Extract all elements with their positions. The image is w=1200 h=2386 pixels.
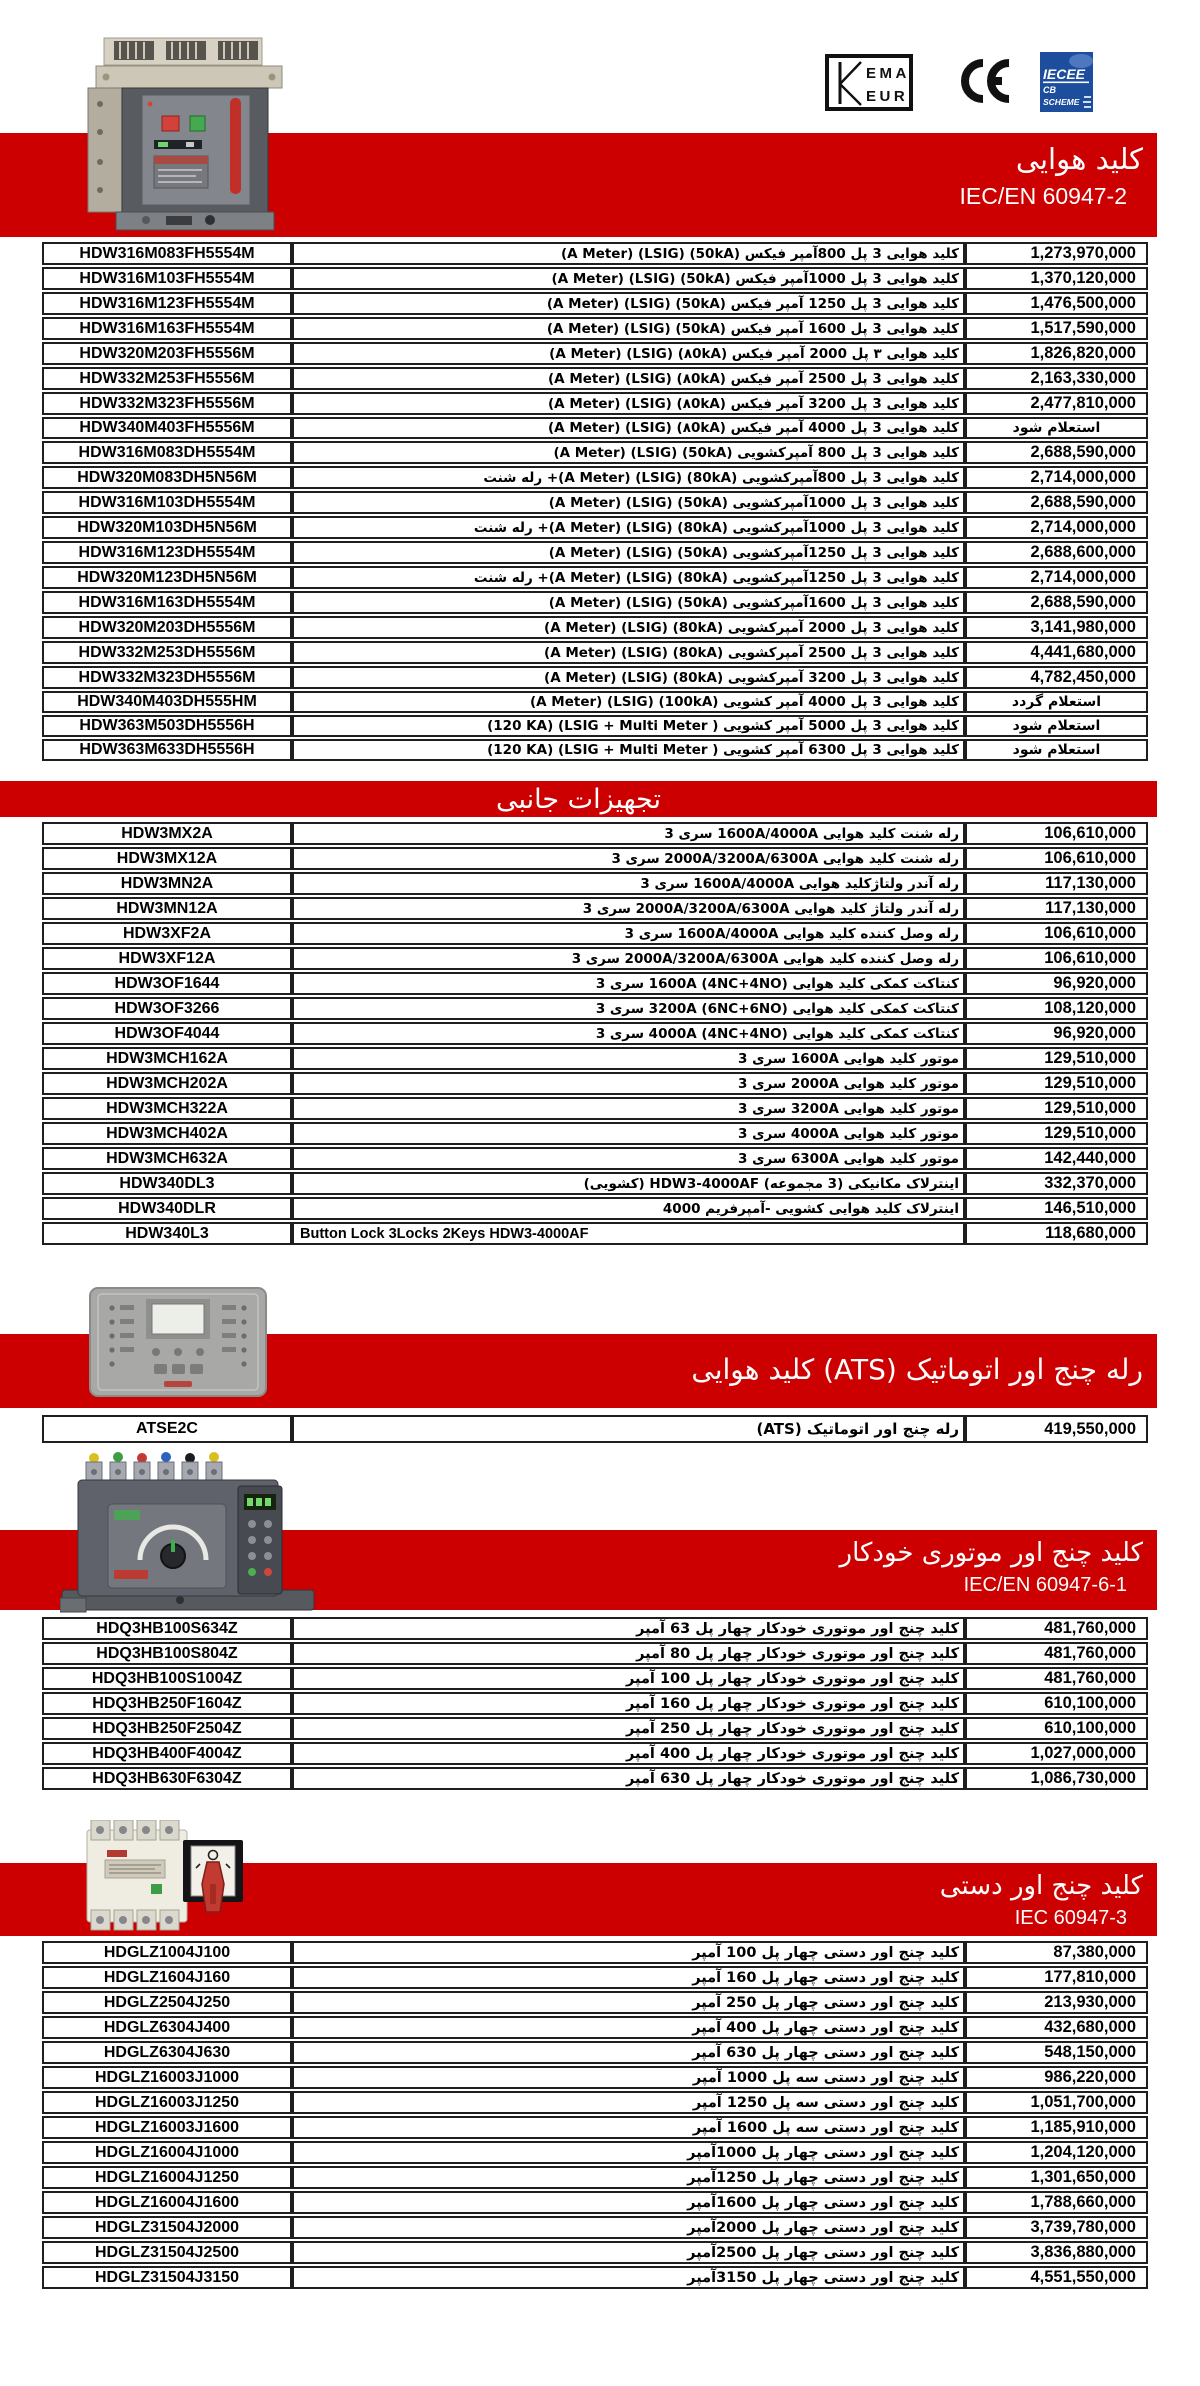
price-cell: 2,714,000,000: [965, 566, 1148, 589]
price-cell: 129,510,000: [965, 1122, 1148, 1145]
section-title-acb: کلید هوایی: [1015, 142, 1143, 176]
model-cell: HDGLZ31504J2500: [42, 2241, 292, 2264]
price-table-ats: [42, 1413, 1148, 1445]
description-cell: کلید چنج اور دستی چهار پل 250 آمپر: [292, 1991, 965, 2014]
model-cell: HDW316M123DH5554M: [42, 541, 292, 564]
description-cell: کلید چنج اور دستی چهار پل 1250آمپر: [292, 2166, 965, 2189]
description-cell: کلید هوایی 3 پل 1600 آمپر فیکس (50kA) (LSIG) (A Meter): [292, 317, 965, 340]
model-cell: HDGLZ16004J1250: [42, 2166, 292, 2189]
price-cell: 332,370,000: [965, 1172, 1148, 1195]
price-cell: 4,441,680,000: [965, 641, 1148, 664]
model-cell: HDW3MN12A: [42, 897, 292, 920]
table-row: [42, 922, 1148, 945]
table-row: [42, 2241, 1148, 2264]
price-cell: 3,141,980,000: [965, 616, 1148, 639]
description-cell: کلید هوایی 3 پل 800 آمپرکشویی (50kA) (LSIG) (A Meter): [292, 441, 965, 464]
description-cell: اینترلاک کلید هوایی کشویی -آمپرفریم 4000: [292, 1197, 965, 1220]
description-cell: کلید هوایی 3 پل 6300 آمپر کشویی ( LSIG + Multi Meter) (120 KA): [292, 739, 965, 761]
description-cell: کلید هوایی 3 پل 800آمپرکشویی (80kA) (LSIG) (A Meter)+ رله شنت: [292, 466, 965, 489]
table-row: [42, 1966, 1148, 1989]
model-cell: HDW320M203DH5556M: [42, 616, 292, 639]
model-cell: HDW3OF3266: [42, 997, 292, 1020]
model-cell: HDGLZ1604J160: [42, 1966, 292, 1989]
table-row: [42, 541, 1148, 564]
table-row: [42, 1047, 1148, 1070]
price-cell: 1,476,500,000: [965, 292, 1148, 315]
price-cell: 87,380,000: [965, 1941, 1148, 1964]
description-cell: کلید چنج اور دستی چهار پل 630 آمپر: [292, 2041, 965, 2064]
model-cell: HDW340DLR: [42, 1197, 292, 1220]
description-cell: موتور کلید هوایی 4000A سری 3: [292, 1122, 965, 1145]
price-cell: 481,760,000: [965, 1617, 1148, 1640]
model-cell: HDW3MX2A: [42, 822, 292, 845]
price-cell: 610,100,000: [965, 1692, 1148, 1715]
description-cell: کلید هوایی 3 پل 1600آمپرکشویی (50kA) (LSIG) (A Meter): [292, 591, 965, 614]
table-row: [42, 441, 1148, 464]
table-row: [42, 739, 1148, 761]
price-cell: 986,220,000: [965, 2066, 1148, 2089]
price-table-motorized: [42, 1615, 1148, 1792]
description-cell: رله چنج اور اتوماتیک (ATS): [292, 1415, 965, 1443]
section-title-ats: رله چنج اور اتوماتیک (ATS) کلید هوایی: [691, 1353, 1143, 1386]
table-row: [42, 897, 1148, 920]
description-cell: کلید چنج اور موتوری خودکار چهار پل 160 آمپر: [292, 1692, 965, 1715]
table-row: [42, 1692, 1148, 1715]
model-cell: HDW340DL3: [42, 1172, 292, 1195]
model-cell: HDW3MCH202A: [42, 1072, 292, 1095]
description-cell: کلید چنج اور موتوری خودکار چهار پل 630 آمپر: [292, 1767, 965, 1790]
price-cell: 1,370,120,000: [965, 267, 1148, 290]
price-cell: 129,510,000: [965, 1047, 1148, 1070]
description-cell: رله شنت کلید هوایی 2000A/3200A/6300A سری 3: [292, 847, 965, 870]
table-row: [42, 2166, 1148, 2189]
model-cell: HDW332M323DH5556M: [42, 666, 292, 689]
table-row: [42, 1147, 1148, 1170]
price-cell: 2,688,590,000: [965, 591, 1148, 614]
model-cell: HDW3MCH402A: [42, 1122, 292, 1145]
table-row: [42, 1222, 1148, 1245]
model-cell: HDQ3HB100S804Z: [42, 1642, 292, 1665]
description-cell: کلید هوایی 3 پل 5000 آمپر کشویی ( LSIG + Multi Meter) (120 KA): [292, 715, 965, 737]
model-cell: HDGLZ6304J400: [42, 2016, 292, 2039]
price-cell: 96,920,000: [965, 972, 1148, 995]
table-row: [42, 516, 1148, 539]
model-cell: HDW3MCH322A: [42, 1097, 292, 1120]
price-cell: 108,120,000: [965, 997, 1148, 1020]
price-cell: 2,688,590,000: [965, 491, 1148, 514]
description-cell: کلید هوایی 3 پل 1250آمپرکشویی (80kA) (LSIG) (A Meter)+ رله شنت: [292, 566, 965, 589]
price-cell: 146,510,000: [965, 1197, 1148, 1220]
description-cell: رله آندر ولتاژ کلید هوایی 2000A/3200A/6300A سری 3: [292, 897, 965, 920]
table-row: [42, 2191, 1148, 2214]
price-cell: استعلام شود: [965, 739, 1148, 761]
description-cell: کلید هوایی 3 پل 4000 آمپر فیکس (۸0kA) (LSIG) (A Meter): [292, 417, 965, 439]
table-row: [42, 1667, 1148, 1690]
description-cell: کلید هوایی 3 پل 2500 آمپرکشویی (80kA) (LSIG) (A Meter): [292, 641, 965, 664]
model-cell: HDGLZ16003J1250: [42, 2091, 292, 2114]
kema-keur-logo: [825, 54, 913, 111]
model-cell: HDQ3HB100S1004Z: [42, 1667, 292, 1690]
table-row: [42, 1767, 1148, 1790]
model-cell: HDW320M103DH5N56M: [42, 516, 292, 539]
section-subtitle-motorized: IEC/EN 60947-6-1: [963, 1573, 1127, 1596]
description-cell: رله وصل کننده کلید هوایی 1600A/4000A سری 3: [292, 922, 965, 945]
section-title-motorized: کلید چنج اور موتوری خودکار: [839, 1538, 1143, 1568]
description-cell: کلید چنج اور دستی سه پل 1250 آمپر: [292, 2091, 965, 2114]
price-cell: 1,826,820,000: [965, 342, 1148, 365]
motorized-changeover-photo: [60, 1450, 335, 1615]
price-cell: 1,301,650,000: [965, 2166, 1148, 2189]
description-cell: رله شنت کلید هوایی 1600A/4000A سری 3: [292, 822, 965, 845]
model-cell: HDGLZ6304J630: [42, 2041, 292, 2064]
table-row: [42, 997, 1148, 1020]
description-cell: کلید چنج اور دستی چهار پل 100 آمپر: [292, 1941, 965, 1964]
model-cell: HDW332M253FH5556M: [42, 367, 292, 390]
description-cell: کلید هوایی 3 پل 1250 آمپر فیکس (50kA) (LSIG) (A Meter): [292, 292, 965, 315]
model-cell: HDQ3HB630F6304Z: [42, 1767, 292, 1790]
section-title-accessories: تجهیزات جانبی: [495, 784, 662, 815]
table-row: [42, 1197, 1148, 1220]
description-cell: موتور کلید هوایی 3200A سری 3: [292, 1097, 965, 1120]
description-cell: کلید چنج اور موتوری خودکار چهار پل 80 آمپر: [292, 1642, 965, 1665]
table-row: [42, 2041, 1148, 2064]
price-cell: 106,610,000: [965, 922, 1148, 945]
manual-changeover-photo: [85, 1820, 247, 1932]
table-row: [42, 1941, 1148, 1964]
section-subtitle-acb: IEC/EN 60947-2: [959, 183, 1127, 210]
model-cell: HDW316M163FH5554M: [42, 317, 292, 340]
model-cell: HDW3XF12A: [42, 947, 292, 970]
model-cell: HDW3XF2A: [42, 922, 292, 945]
description-cell: کلید هوایی 3 پل 1250آمپرکشویی (50kA) (LSIG) (A Meter): [292, 541, 965, 564]
price-cell: 481,760,000: [965, 1667, 1148, 1690]
model-cell: HDW363M633DH5556H: [42, 739, 292, 761]
description-cell: کلید چنج اور دستی چهار پل 2000آمپر: [292, 2216, 965, 2239]
description-cell: کلید هوایی 3 پل 3200 آمپر فیکس (۸0kA) (LSIG) (A Meter): [292, 392, 965, 415]
price-cell: استعلام شود: [965, 715, 1148, 737]
description-cell: رله آندر ولتاژکلید هوایی 1600A/4000A سری 3: [292, 872, 965, 895]
model-cell: HDW320M123DH5N56M: [42, 566, 292, 589]
table-row: [42, 2141, 1148, 2164]
model-cell: HDQ3HB250F2504Z: [42, 1717, 292, 1740]
description-cell: کلید چنج اور موتوری خودکار چهار پل 250 آمپر: [292, 1717, 965, 1740]
price-cell: 1,051,700,000: [965, 2091, 1148, 2114]
description-cell: کلید هوایی 3 پل 3200 آمپرکشویی (80kA) (LSIG) (A Meter): [292, 666, 965, 689]
table-row: [42, 1172, 1148, 1195]
table-row: [42, 267, 1148, 290]
table-row: [42, 466, 1148, 489]
model-cell: HDW320M203FH5556M: [42, 342, 292, 365]
table-row: [42, 972, 1148, 995]
price-cell: 177,810,000: [965, 1966, 1148, 1989]
ats-controller-photo: [88, 1286, 268, 1398]
table-row: [42, 1617, 1148, 1640]
price-cell: 129,510,000: [965, 1097, 1148, 1120]
table-row: [42, 691, 1148, 713]
table-row: [42, 947, 1148, 970]
model-cell: HDW316M083DH5554M: [42, 441, 292, 464]
section-title-manual: کلید چنج اور دستی: [939, 1871, 1143, 1901]
table-row: [42, 566, 1148, 589]
price-cell: 3,739,780,000: [965, 2216, 1148, 2239]
price-cell: 2,477,810,000: [965, 392, 1148, 415]
table-row: [42, 2266, 1148, 2289]
price-cell: استعلام شود: [965, 417, 1148, 439]
table-row: [42, 616, 1148, 639]
table-row: [42, 2116, 1148, 2139]
table-row: [42, 591, 1148, 614]
model-cell: HDQ3HB100S634Z: [42, 1617, 292, 1640]
table-row: [42, 2016, 1148, 2039]
price-cell: 118,680,000: [965, 1222, 1148, 1245]
model-cell: HDW332M253DH5556M: [42, 641, 292, 664]
price-cell: 2,714,000,000: [965, 466, 1148, 489]
table-row: [42, 2216, 1148, 2239]
kema-top-text: EMA: [866, 65, 910, 82]
section-header-accessories: [0, 781, 1157, 817]
description-cell: موتور کلید هوایی 6300A سری 3: [292, 1147, 965, 1170]
description-cell: کلید چنج اور موتوری خودکار چهار پل 100 آمپر: [292, 1667, 965, 1690]
description-cell: کلید هوایی 3 پل 1000آمپر فیکس (50kA) (LSIG) (A Meter): [292, 267, 965, 290]
table-row: [42, 822, 1148, 845]
price-cell: 548,150,000: [965, 2041, 1148, 2064]
description-cell: کلید چنج اور دستی چهار پل 400 آمپر: [292, 2016, 965, 2039]
model-cell: HDQ3HB400F4004Z: [42, 1742, 292, 1765]
price-cell: 610,100,000: [965, 1717, 1148, 1740]
table-row: [42, 1097, 1148, 1120]
description-cell: موتور کلید هوایی 1600A سری 3: [292, 1047, 965, 1070]
model-cell: HDW3OF4044: [42, 1022, 292, 1045]
model-cell: HDGLZ31504J2000: [42, 2216, 292, 2239]
description-cell: Button Lock 3Locks 2Keys HDW3-4000AF: [292, 1222, 965, 1245]
price-cell: 432,680,000: [965, 2016, 1148, 2039]
description-cell: کلید چنج اور موتوری خودکار چهار پل 63 آمپر: [292, 1617, 965, 1640]
price-cell: 1,086,730,000: [965, 1767, 1148, 1790]
model-cell: ATSE2C: [42, 1415, 292, 1443]
price-cell: 117,130,000: [965, 897, 1148, 920]
description-cell: کنتاکت کمکی کلید هوایی (6NC+6NO) 3200A سری 3: [292, 997, 965, 1020]
description-cell: کنتاکت کمکی کلید هوایی (4NC+4NO) 4000A سری 3: [292, 1022, 965, 1045]
section-subtitle-manual: IEC 60947-3: [1014, 1906, 1127, 1929]
table-row: [42, 641, 1148, 664]
table-row: [42, 666, 1148, 689]
model-cell: HDQ3HB250F1604Z: [42, 1692, 292, 1715]
description-cell: کلید هوایی 3 پل 2000 آمپرکشویی (80kA) (LSIG) (A Meter): [292, 616, 965, 639]
price-table-accessories: [42, 820, 1148, 1247]
air-circuit-breaker-photo: [70, 32, 300, 234]
model-cell: HDW316M103FH5554M: [42, 267, 292, 290]
price-cell: 1,273,970,000: [965, 242, 1148, 265]
model-cell: HDW363M503DH5556H: [42, 715, 292, 737]
table-row: [42, 417, 1148, 439]
description-cell: اینترلاک مکانیکی (3 مجموعه) HDW3-4000AF (کشویی): [292, 1172, 965, 1195]
description-cell: کلید چنج اور دستی سه پل 1000 آمپر: [292, 2066, 965, 2089]
price-cell: 117,130,000: [965, 872, 1148, 895]
table-row: [42, 1742, 1148, 1765]
table-row: [42, 1717, 1148, 1740]
model-cell: HDW3MX12A: [42, 847, 292, 870]
price-cell: 106,610,000: [965, 847, 1148, 870]
table-row: [42, 1642, 1148, 1665]
table-row: [42, 292, 1148, 315]
table-row: [42, 2066, 1148, 2089]
description-cell: کلید هوایی 3 پل 1000آمپرکشویی (50kA) (LSIG) (A Meter): [292, 491, 965, 514]
price-cell: 129,510,000: [965, 1072, 1148, 1095]
price-cell: 213,930,000: [965, 1991, 1148, 2014]
description-cell: کلید چنج اور دستی چهار پل 160 آمپر: [292, 1966, 965, 1989]
table-row: [42, 2091, 1148, 2114]
price-cell: 1,204,120,000: [965, 2141, 1148, 2164]
model-cell: HDW316M123FH5554M: [42, 292, 292, 315]
table-row: [42, 317, 1148, 340]
price-cell: 2,163,330,000: [965, 367, 1148, 390]
price-cell: 3,836,880,000: [965, 2241, 1148, 2264]
model-cell: HDGLZ31504J3150: [42, 2266, 292, 2289]
table-row: [42, 342, 1148, 365]
iecee-scheme-text: SCHEME: [1043, 97, 1080, 107]
table-row: [42, 847, 1148, 870]
model-cell: HDW3MN2A: [42, 872, 292, 895]
description-cell: کلید چنج اور دستی چهار پل 2500آمپر: [292, 2241, 965, 2264]
description-cell: کلید چنج اور دستی چهار پل 1000آمپر: [292, 2141, 965, 2164]
model-cell: HDW316M163DH5554M: [42, 591, 292, 614]
model-cell: HDGLZ2504J250: [42, 1991, 292, 2014]
table-row: [42, 872, 1148, 895]
model-cell: HDW3MCH162A: [42, 1047, 292, 1070]
model-cell: HDW3OF1644: [42, 972, 292, 995]
price-table-acb: [42, 240, 1148, 763]
price-table-manual: [42, 1939, 1148, 2291]
iecee-cb-text: CB: [1043, 85, 1056, 95]
model-cell: HDGLZ16003J1000: [42, 2066, 292, 2089]
price-cell: 4,782,450,000: [965, 666, 1148, 689]
model-cell: HDW340M403FH5556M: [42, 417, 292, 439]
price-cell: 1,027,000,000: [965, 1742, 1148, 1765]
table-row: [42, 367, 1148, 390]
price-cell: 419,550,000: [965, 1415, 1148, 1443]
model-cell: HDW316M083FH5554M: [42, 242, 292, 265]
kema-bottom-text: EUR: [866, 88, 909, 105]
price-cell: 2,688,600,000: [965, 541, 1148, 564]
model-cell: HDGLZ16003J1600: [42, 2116, 292, 2139]
description-cell: کلید هوایی ۳ پل 2000 آمپر فیکس (۸0kA) (LSIG) (A Meter): [292, 342, 965, 365]
table-row: [42, 1022, 1148, 1045]
iecee-cb-scheme-logo: [1040, 52, 1093, 112]
model-cell: HDW320M083DH5N56M: [42, 466, 292, 489]
price-cell: 1,788,660,000: [965, 2191, 1148, 2214]
description-cell: رله وصل کننده کلید هوایی 2000A/3200A/6300A سری 3: [292, 947, 965, 970]
description-cell: موتور کلید هوایی 2000A سری 3: [292, 1072, 965, 1095]
description-cell: کلید هوایی 3 پل 2500 آمپر فیکس (۸0kA) (LSIG) (A Meter): [292, 367, 965, 390]
table-row: [42, 1072, 1148, 1095]
price-cell: استعلام گردد: [965, 691, 1148, 713]
table-row: [42, 242, 1148, 265]
description-cell: کلید چنج اور دستی سه پل 1600 آمپر: [292, 2116, 965, 2139]
description-cell: کلید هوایی 3 پل 4000 آمپر کشویی (100kA) (LSIG) (A Meter): [292, 691, 965, 713]
description-cell: کلید چنج اور موتوری خودکار چهار پل 400 آمپر: [292, 1742, 965, 1765]
price-cell: 1,517,590,000: [965, 317, 1148, 340]
model-cell: HDW340L3: [42, 1222, 292, 1245]
model-cell: HDGLZ1004J100: [42, 1941, 292, 1964]
price-cell: 142,440,000: [965, 1147, 1148, 1170]
description-cell: کلید چنج اور دستی چهار پل 1600آمپر: [292, 2191, 965, 2214]
table-row: [42, 392, 1148, 415]
model-cell: HDW316M103DH5554M: [42, 491, 292, 514]
price-cell: 1,185,910,000: [965, 2116, 1148, 2139]
model-cell: HDW332M323FH5556M: [42, 392, 292, 415]
table-row: [42, 491, 1148, 514]
price-cell: 106,610,000: [965, 822, 1148, 845]
price-cell: 2,714,000,000: [965, 516, 1148, 539]
price-cell: 481,760,000: [965, 1642, 1148, 1665]
description-cell: کلید چنج اور دستی چهار پل 3150آمپر: [292, 2266, 965, 2289]
table-row: [42, 1415, 1148, 1443]
model-cell: HDGLZ16004J1600: [42, 2191, 292, 2214]
table-row: [42, 1122, 1148, 1145]
table-row: [42, 1991, 1148, 2014]
ce-mark-icon: [946, 58, 1012, 104]
price-cell: 2,688,590,000: [965, 441, 1148, 464]
description-cell: کلید هوایی 3 پل 800آمپر فیکس (50kA) (LSIG) (A Meter): [292, 242, 965, 265]
table-row: [42, 715, 1148, 737]
price-cell: 106,610,000: [965, 947, 1148, 970]
price-cell: 4,551,550,000: [965, 2266, 1148, 2289]
description-cell: کنتاکت کمکی کلید هوایی (4NC+4NO) 1600A سری 3: [292, 972, 965, 995]
description-cell: کلید هوایی 3 پل 1000آمپرکشویی (80kA) (LSIG) (A Meter)+ رله شنت: [292, 516, 965, 539]
price-cell: 96,920,000: [965, 1022, 1148, 1045]
model-cell: HDW340M403DH555HM: [42, 691, 292, 713]
model-cell: HDGLZ16004J1000: [42, 2141, 292, 2164]
model-cell: HDW3MCH632A: [42, 1147, 292, 1170]
iecee-title-text: IECEE: [1043, 66, 1086, 82]
